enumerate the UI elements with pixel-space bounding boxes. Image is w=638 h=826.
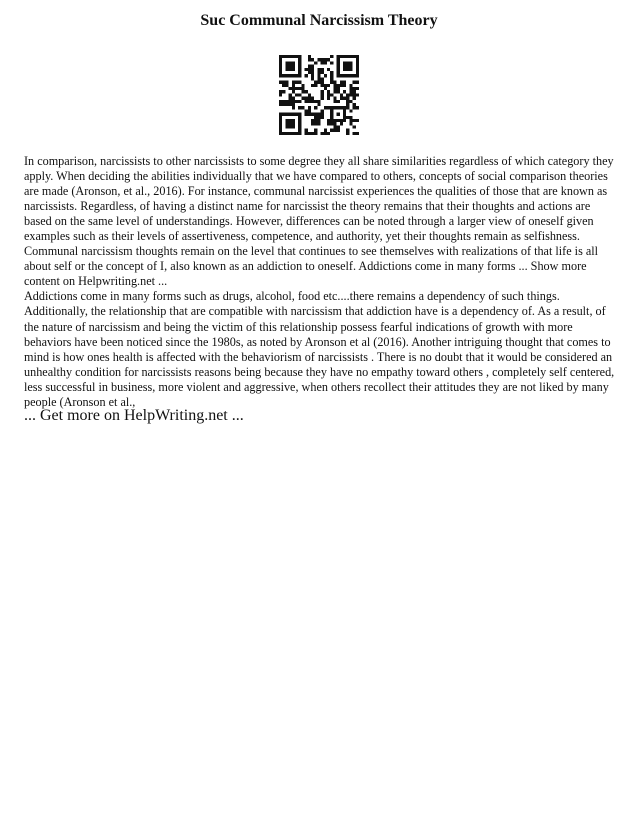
paragraph: Addictions come in many forms such as drugs, alcohol, food etc....there remains a dependency of such things. Additionally, the relationship that are compatible with narcissism that addiction have is a dependency of. As a result, of the nature of narcissism and being the victim of this relationship possess fearful indications of growth with more behaviors have been noticed since the 1980s, as noted by Aronson et al (2016). Another intriguing thought that comes to mind is how ones health is affected with the behaviorism of narcissists . There is no doubt that it would be considered an unhealthy condition for narcissists reasons being because they have no empathy toward others , completely self centered, less successful in business, more violent and aggressive, when others recollect their attitudes they are not liked by many people (Aronson et al.,: [24, 289, 615, 409]
get-more-link[interactable]: ... Get more on HelpWriting.net ...: [24, 407, 244, 424]
document-body: [24, 154, 616, 410]
page-title: Suc Communal Narcissism Theory: [200, 12, 438, 29]
qr-code-icon: [279, 55, 359, 135]
paragraph: In comparison, narcissists to other narcissists to some degree they all share similarities regardless of which category they apply. When deciding the abilities individually that we have compared to others, concepts of social comparison theories are made (Aronson, et al., 2016). For instance, communal narcissist experiences the qualities of those that are known as narcissists. Regardless, of having a distinct name for narcissist the theory remains that their thoughts and actions are based on the same level of understandings. However, differences can be noted through a larger view of oneself given examples such as their levels of assertiveness, competence, and authority, yet their thoughts remain as selfishness. Communal narcissism thoughts remain on the level that continues to see themselves with realizations of that life is all about self or the concept of I, also known as an addiction to oneself. Addictions come in many forms ... Show more content on Helpwriting.net ...: [24, 154, 614, 289]
